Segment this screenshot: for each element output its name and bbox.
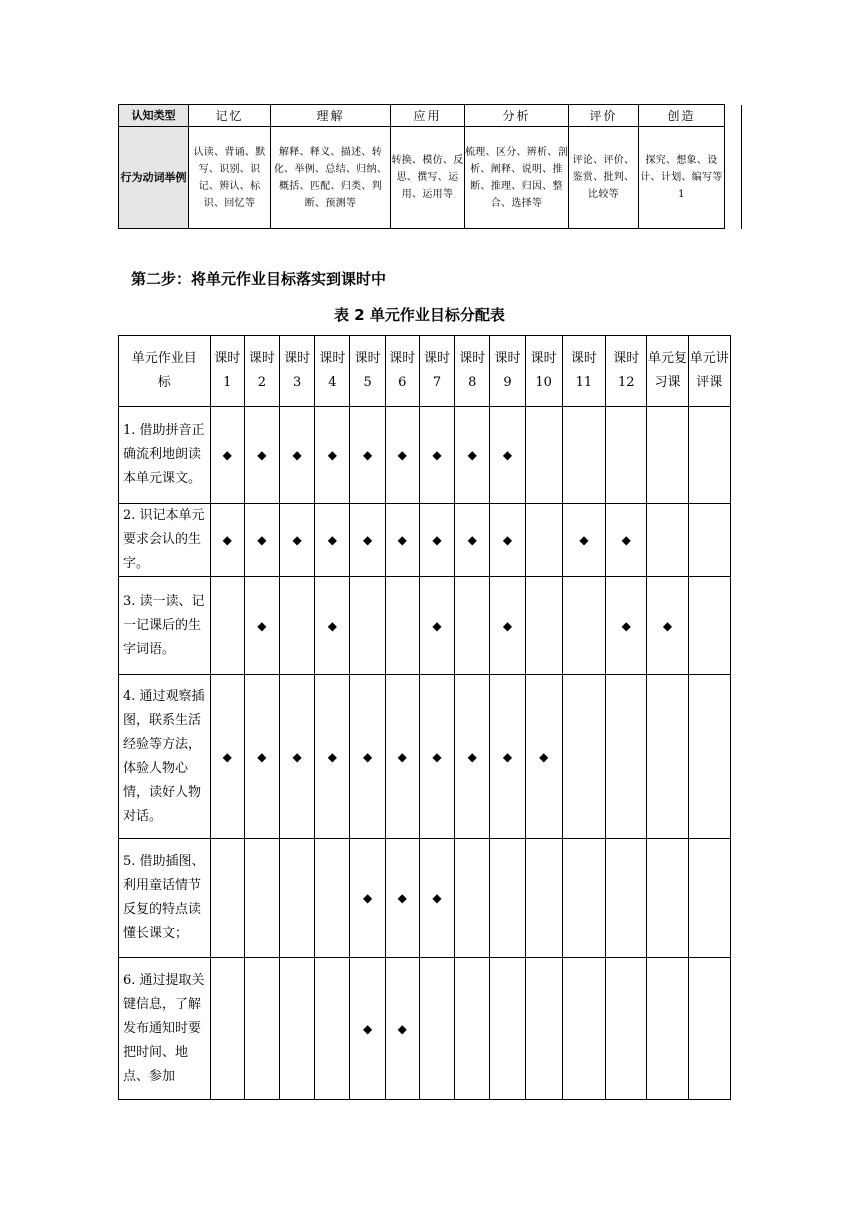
empty-cell: [244, 839, 279, 958]
verbs-evaluate: 评论、评价、鉴赏、批判、比较等: [569, 127, 639, 229]
diamond-mark-icon: ◆: [350, 839, 385, 958]
allocation-table-body: [119, 336, 731, 1100]
empty-cell: [525, 958, 562, 1100]
empty-cell: [688, 407, 730, 504]
empty-cell: [647, 504, 688, 577]
diamond-mark-icon: ◆: [419, 839, 454, 958]
diamond-mark-icon: ◆: [385, 504, 419, 577]
diamond-mark-icon: ◆: [419, 407, 454, 504]
diamond-mark-icon: ◆: [419, 504, 454, 577]
empty-cell: [280, 577, 315, 675]
empty-cell: [210, 958, 244, 1100]
diamond-mark-icon: ◆: [490, 675, 525, 839]
diamond-mark-icon: ◆: [350, 675, 385, 839]
diamond-mark-icon: ◆: [350, 958, 385, 1100]
header-col-11: 课时 11: [562, 336, 605, 407]
goal-text: 1. 借助拼音正确流利地朗读本单元课文。: [119, 407, 211, 504]
header-analyze: 分析: [465, 105, 569, 127]
empty-cell: [606, 958, 647, 1100]
goal-row: [119, 577, 731, 675]
header-col-13: 单元复习课: [647, 336, 688, 407]
diamond-mark-icon: ◆: [419, 675, 454, 839]
diamond-mark-icon: ◆: [315, 675, 350, 839]
goal-row: [119, 504, 731, 577]
step-heading: 第二步：将单元作业目标落实到课时中: [131, 270, 387, 288]
empty-cell: [647, 675, 688, 839]
empty-cell: [688, 839, 730, 958]
diamond-mark-icon: ◆: [385, 675, 419, 839]
empty-cell: [562, 407, 605, 504]
diamond-mark-icon: ◆: [385, 407, 419, 504]
verbs-analyze: 梳理、区分、辨析、剖析、阐释、说明、推断、推理、归因、整合、选择等: [465, 127, 569, 229]
header-cognitive-type: 认知类型: [119, 105, 189, 127]
empty-cell: [525, 577, 562, 675]
goal-row: [119, 407, 731, 504]
diamond-mark-icon: ◆: [490, 407, 525, 504]
diamond-mark-icon: ◆: [455, 504, 490, 577]
diamond-mark-icon: ◆: [455, 675, 490, 839]
empty-cell: [525, 839, 562, 958]
header-col-14: 单元讲评课: [688, 336, 730, 407]
row-label-verbs: 行为动词举例: [119, 127, 189, 229]
diamond-mark-icon: ◆: [490, 577, 525, 675]
header-col-7: 课时 7: [419, 336, 454, 407]
diamond-mark-icon: ◆: [419, 577, 454, 675]
empty-cell: [562, 577, 605, 675]
verbs-remember: 认读、背诵、默写、识别、识记、辨认、标识、回忆等: [189, 127, 271, 229]
empty-cell: [280, 958, 315, 1100]
empty-cell: [315, 839, 350, 958]
header-col-5: 课时 5: [350, 336, 385, 407]
empty-cell: [606, 675, 647, 839]
empty-cell: [525, 407, 562, 504]
empty-cell: [562, 839, 605, 958]
empty-cell: [606, 407, 647, 504]
empty-cell: [455, 577, 490, 675]
empty-cell: [455, 958, 490, 1100]
table-title: 表 2 单元作业目标分配表: [334, 306, 505, 324]
empty-cell: [606, 839, 647, 958]
empty-cell: [647, 839, 688, 958]
goal-text: 5. 借助插图、利用童话情节反复的特点读懂长课文；: [119, 839, 211, 958]
diamond-mark-icon: ◆: [562, 504, 605, 577]
empty-cell: [688, 958, 730, 1100]
empty-cell: [210, 577, 244, 675]
cognitive-header-row: [119, 105, 742, 127]
diamond-mark-icon: ◆: [210, 675, 244, 839]
diamond-mark-icon: ◆: [350, 504, 385, 577]
diamond-mark-icon: ◆: [385, 839, 419, 958]
diamond-mark-icon: ◆: [350, 407, 385, 504]
empty-cell: [647, 407, 688, 504]
cognitive-verb-table: [118, 104, 742, 229]
goal-allocation-table: [118, 335, 731, 1100]
header-col-8: 课时 8: [455, 336, 490, 407]
empty-cell: [490, 958, 525, 1100]
diamond-mark-icon: ◆: [647, 577, 688, 675]
header-col-3: 课时 3: [280, 336, 315, 407]
diamond-mark-icon: ◆: [280, 504, 315, 577]
empty-cell: [280, 839, 315, 958]
header-col-12: 课时 12: [606, 336, 647, 407]
empty-cell: [490, 839, 525, 958]
verbs-apply: 转换、模仿、反思、撰写、运用、运用等: [391, 127, 465, 229]
goal-text: 4. 通过观察插图，联系生活经验等方法，体验人物心情，读好人物对话。: [119, 675, 211, 839]
empty-cell: [210, 839, 244, 958]
empty-cell: [688, 504, 730, 577]
diamond-mark-icon: ◆: [315, 577, 350, 675]
diamond-mark-icon: ◆: [244, 577, 279, 675]
header-understand: 理解: [271, 105, 391, 127]
diamond-mark-icon: ◆: [606, 577, 647, 675]
header-apply: 应用: [391, 105, 465, 127]
diamond-mark-icon: ◆: [244, 504, 279, 577]
empty-cell: [688, 675, 730, 839]
diamond-mark-icon: ◆: [606, 504, 647, 577]
header-remember: 记忆: [189, 105, 271, 127]
empty-cell: [562, 958, 605, 1100]
diamond-mark-icon: ◆: [490, 504, 525, 577]
goal-text: 2. 识记本单元要求会认的生字。: [119, 504, 211, 577]
empty-cell: [647, 958, 688, 1100]
empty-cell: [688, 577, 730, 675]
header-col-2: 课时 2: [244, 336, 279, 407]
empty-cell: [562, 675, 605, 839]
empty-cell: [350, 577, 385, 675]
diamond-mark-icon: ◆: [210, 504, 244, 577]
diamond-mark-icon: ◆: [244, 407, 279, 504]
header-col-1: 课时 1: [210, 336, 244, 407]
empty-cell: [455, 839, 490, 958]
empty-cell: [525, 504, 562, 577]
header-col-6: 课时 6: [385, 336, 419, 407]
diamond-mark-icon: ◆: [455, 407, 490, 504]
goal-row: [119, 675, 731, 839]
header-col-4: 课时 4: [315, 336, 350, 407]
verbs-create: 探究、想象、设计、计划、编写等 1: [639, 127, 725, 229]
header-unit-goal: 单元作业目标: [119, 336, 211, 407]
empty-cell: [244, 958, 279, 1100]
diamond-mark-icon: ◆: [525, 675, 562, 839]
empty-cell: [419, 958, 454, 1100]
empty-cell: [315, 958, 350, 1100]
verbs-understand: 解释、释义、描述、转化、举例、总结、归纳、概括、匹配、归类、判断、预测等: [271, 127, 391, 229]
goal-row: [119, 839, 731, 958]
diamond-mark-icon: ◆: [280, 407, 315, 504]
spacer-cell: [725, 127, 742, 229]
diamond-mark-icon: ◆: [280, 675, 315, 839]
diamond-mark-icon: ◆: [385, 958, 419, 1100]
header-col-9: 课时 9: [490, 336, 525, 407]
diamond-mark-icon: ◆: [244, 675, 279, 839]
spacer-cell: [725, 105, 742, 127]
allocation-header-row: [119, 336, 731, 407]
diamond-mark-icon: ◆: [315, 407, 350, 504]
goal-text: 6. 通过提取关键信息，了解发布通知时要把时间、地点、参加: [119, 958, 211, 1100]
header-create: 创造: [639, 105, 725, 127]
goal-row: [119, 958, 731, 1100]
diamond-mark-icon: ◆: [315, 504, 350, 577]
goal-text: 3. 读一读、记一记课后的生字词语。: [119, 577, 211, 675]
header-evaluate: 评价: [569, 105, 639, 127]
diamond-mark-icon: ◆: [210, 407, 244, 504]
empty-cell: [385, 577, 419, 675]
header-col-10: 课时 10: [525, 336, 562, 407]
cognitive-verbs-row: [119, 127, 742, 229]
